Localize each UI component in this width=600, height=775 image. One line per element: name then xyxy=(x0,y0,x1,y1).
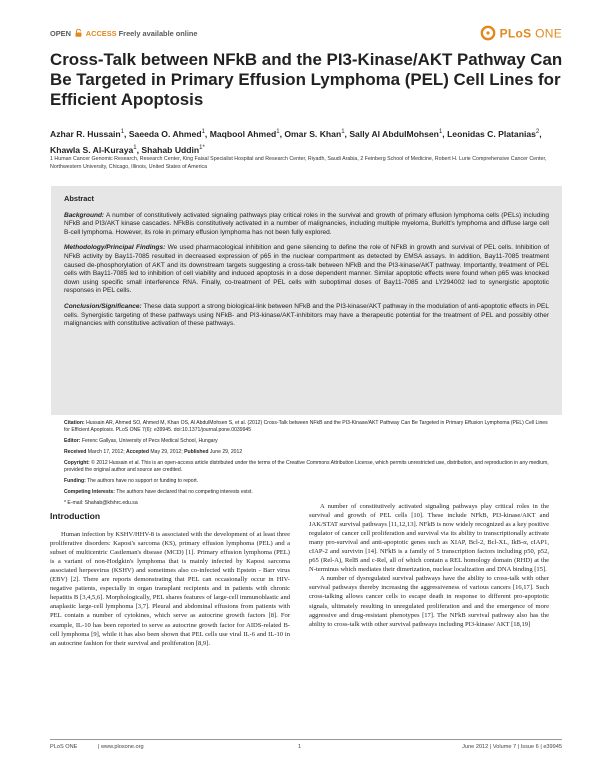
author-affiliation-mark: 1 xyxy=(276,129,280,135)
abstract-background: Background: A number of constitutively activated signaling pathways play critical roles in the survival and growth of primary effusion lymphoma cells (PELs) including NFkB and PI3/AKT kinase cascades. NFkBis constitutively activated in a number of malignancies, including multiple myeloma, Burkitt's lymphoma and diffuse large cell B-cell lymphoma. However, its role in primary effusion lymphoma has not been fully explored. xyxy=(64,211,549,236)
abstract-conclusion: Conclusion/Significance: These data support a strong biological-link between NFkB and the PI3-kinase/AKT pathway in the modulation of anti-apoptotic effects in PEL cells. Synergistic targeting of these pathways using NFkB- and PI3-kinase/AKT-inhibitors may have a therapeutic potential for the treatment of PEL and possibly other malignancies with constitutive activation of these pathways. xyxy=(64,302,549,328)
abstract-heading: Abstract xyxy=(64,194,94,203)
author-name: Azhar R. Hussain$^1$ xyxy=(50,128,125,139)
abstract-methods: Methodology/Principal Findings: We used pharmacological inhibition and gene silencing to define the role of NFkB in growth and survival of PEL cells. Inhibition of NFkB activity by Bay11-7085 resulted in decreased expression of p65 in the nuclear compartment as detected by EMSA assays. In addition, Bay11-7085 treatment caused de-phosphorylation of AKT and its downstream targets suggesting a cross-talk between NFkB and the PI3-kinase/AKT pathway. Importantly, treatment of PEL cells with Bay11-7085 led to inhibition of cell viability and induced apoptosis in a dose dependent manner. Similar apoptotic effects were found when p65 was knocked down using specific small interference RNA. Finally, co-treatment of PEL cells with suboptimal doses of Bay11-7085 and LY294002 led to synergistic apoptotic responses in PEL cells. xyxy=(64,244,550,295)
page-footer xyxy=(50,739,562,751)
freely-available-text: Freely available online xyxy=(118,29,198,38)
access-word: ACCESS xyxy=(85,29,117,38)
author-name: Omar S. Khan$^1$ xyxy=(284,128,345,139)
author-name: Leonidas C. Platanias$^2$ xyxy=(447,128,540,139)
author-name: Sally Al AbdulMohsen$^1$ xyxy=(349,128,443,139)
plos-one-logo[interactable] xyxy=(480,24,562,42)
author-name: Saeeda O. Ahmed$^1$ xyxy=(128,128,205,139)
author-affiliation-mark: 1* xyxy=(199,144,205,151)
plos-one-logo-text: PLoS ONE xyxy=(499,26,562,41)
abstract xyxy=(64,195,549,336)
open-lock-icon xyxy=(75,29,82,37)
footer-url[interactable]: | www.plosone.org xyxy=(98,744,144,750)
dates: Received March 17, 2012; Accepted May 29, 2012; Published June 29, 2012 xyxy=(64,449,243,456)
body-paragraph: A number of dysregulated survival pathways have the ability to cross-talk with other survival pathways thereby increasing the aggressiveness of various cancers [16,17]. Such cross-talking allows cancer cells to escape death in response to different pro-apoptotic signals, ultimately resulting in unregulated proliferation and and the emergence of more aggressive and drug-resistant phenotypes [17]. The NFkB survival pathway also has the ability to cross-talk with other survival pathways including PI3-kinase/ AKT [18,19] xyxy=(309,575,549,628)
paper-title: Cross-Talk between NFkB and the PI3-Kinase/AKT Pathway Can Be Targeted in Primary Effusion Lymphoma (PEL) Cell Lines for Efficient Apoptosis xyxy=(50,50,563,109)
author-affiliation-mark: 1 xyxy=(201,129,205,135)
page-number: 1 xyxy=(298,744,302,750)
footer-issue: June 2012 | Volume 7 | Issue 6 | e39945 xyxy=(462,744,562,750)
article-metadata xyxy=(64,420,549,511)
journal-header xyxy=(50,28,562,42)
open-word: OPEN xyxy=(50,29,71,38)
author-affiliation-mark: 2 xyxy=(535,129,540,135)
body-column-left xyxy=(50,512,290,648)
body-paragraph: A number of constitutively activated signaling pathways play critical roles in the survival and growth of PEL cells [10]. These include NFkB, PI3-kinase/AKT and JAK/STAT survival pathways [11,12,13]. NFkB is now widely recognized as a key positive regulator of cancer cell proliferation and survival via its ability to transcriptionally activate many pro-survival and anti-apoptotic genes such as XIAP, Bcl-2, Bcl-XL, IkB-α, cIAP1, cIAP-2 and survivin [14]. NFkB is a family of 5 transcription factors including p50, p52, p65 (Rel-A), RelB and c-Rel, all of which contain a REL homology domain (RHD) at the N-terminus which mediates their dimerization, nuclear localization and DNA binding [15]. xyxy=(309,503,549,574)
editor: Editor: Ferenc Gallyas, University of Pecs Medical School, Hungary xyxy=(64,438,218,445)
open-access-label xyxy=(50,29,198,38)
body-paragraph: Human infection by KSHV/HHV-8 is associated with the development of at least three proliferative disorders: Kaposi's sarcoma (KS), primary effusion lymphoma (PEL) and a subset of multicentric Castleman's disease (MCD) [1]. Primary effusion lymphoma (PEL) is a variant of non-Hodgkin's lymphoma that is mainly infected by Kaposi sarcoma associated herpesvirus (KSHV) and sometimes also co-infected with Epstein - Barr virus (EBV) [2]. There are reports demonstrating that PEL can occasionally occur in HIV-negative patients, especially in organ transplant recipients and in patients with chronic hepatitis B [3,4,5,6]. Morphologically, PEL shares features of large-cell immunoblastic and anaplastic large-cell lymphoma [3,7]. Pleural and abdominal effusions from patients with PEL contain a number of cytokines, which serve as autocrine growth factors [8]. For example, IL-10 has been reported to serve as autocrine growth factor for AIDS-related B-cell lymphoma [9], while it has also been shown that PEL cells use viral IL-6 and IL-10 in an autocrine fashion for their survival and proliferation [8,9]. xyxy=(50,531,290,647)
introduction-heading: Introduction xyxy=(50,511,101,521)
competing-interests: Competing Interests: The authors have declared that no competing interests exist. xyxy=(64,489,253,496)
citation: Citation: Hussain AR, Ahmed SO, Ahmed M, Khan OS, Al AbdulMohsen S, et al. (2012) Cross-Talk between NFkB and the PI3-Kinase/AKT Pathway Can Be Targeted in Primary Effusion Lymphoma (PEL) Cell Lines for Efficient Apoptosis. PLoS ONE 7(6): e39945. doi:10.1371/journal.pone.0039945 xyxy=(64,420,548,434)
author-name: Shahab Uddin$^{1*}$ xyxy=(141,144,205,155)
copyright: Copyright: © 2012 Hussain et al. This is an open-access article distributed under the terms of the Creative Commons Attribution License, which permits unrestricted use, distribution, and reproduction in any medium, provided the original author and source are credited. xyxy=(64,459,549,474)
footer-journal: PLoS ONE xyxy=(50,744,78,750)
affiliations: 1 Human Cancer Genomic Research, Research Center, King Faisal Specialist Hospital and Research Center, Riyadh, Saudi Arabia, 2 Feinberg School of Medicine, Robert H. Lurie Comprehensive Cancer Center, Northwestern University, Chicago, Illinois, United States of America xyxy=(50,156,547,171)
email[interactable]: * E-mail: Shahab@kfshrc.edu.sa xyxy=(64,499,138,506)
author-affiliation-mark: 1 xyxy=(341,129,345,135)
author-name: Maqbool Ahmed$^1$ xyxy=(209,128,280,139)
author-affiliation-mark: 1 xyxy=(438,129,443,135)
body-column-right xyxy=(309,502,549,629)
author-affiliation-mark: 1 xyxy=(133,144,137,151)
funding: Funding: The authors have no support or funding to report. xyxy=(64,478,199,485)
author-name: Khawla S. Al-Kuraya$^1$ xyxy=(50,144,137,155)
plos-one-logo-icon xyxy=(480,25,496,41)
author-list: Azhar R. Hussain$^1$, Saeeda O. Ahmed$^1$, Maqbool Ahmed$^1$, Omar S. Khan$^1$, Sally Al AbdulMohsen$^1$, Leonidas C. Platanias$^2$, Khawla S. Al-Kuraya$^1$, Shahab Uddin$^{1*}$ xyxy=(50,128,542,155)
author-affiliation-mark: 1 xyxy=(120,129,125,135)
